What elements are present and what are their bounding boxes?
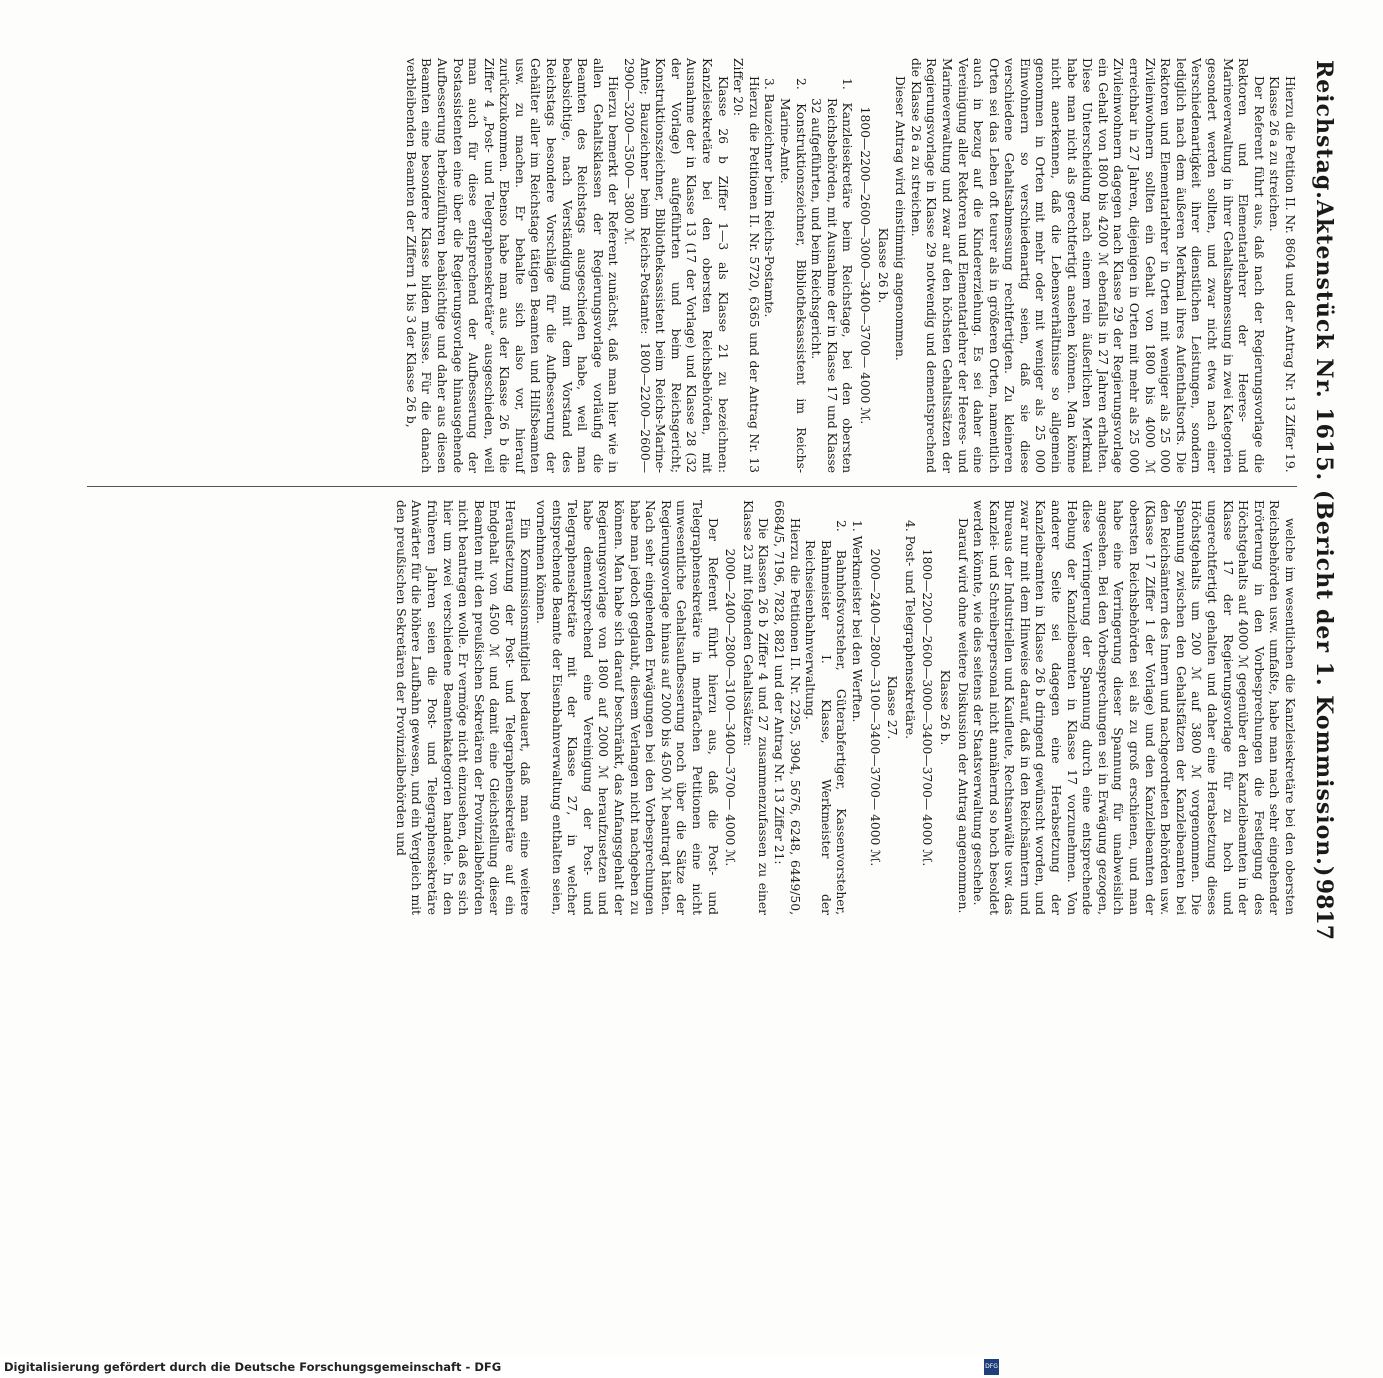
list-item: 1. Werkmeister bei den Werften. <box>849 520 864 723</box>
right-text-column <box>392 500 1297 915</box>
paragraph: Dieser Antrag wird einstimmig angenommen. <box>893 76 908 361</box>
dfg-logo-icon: DFG <box>984 1359 999 1375</box>
centered-line: Klasse 26 b. <box>875 227 890 304</box>
list-item: 1. Kanzleisekretäre beim Reichstage, bei den obersten Reichsbehörden, mit Ausnahme der in Klasse 17 und Klasse 32 aufgeführten, und beim Reichsgericht. <box>809 78 855 473</box>
paragraph: Hierzu die Petitionen II. Nr. 2295, 3904, 5676, 6248, 6449/50, 6684/5, 7196, 7828, 8821 und der Antrag Nr. 13 Ziffer 21: <box>772 500 802 915</box>
page-header <box>1303 60 1343 940</box>
list-item: 3. Bauzeichner beim Reichs-Postamte. <box>762 78 777 318</box>
paragraph: Der Referent führt hierzu aus, daß die Post- und Telegraphensekretäre in mehrfachen Petitionen eine nicht unwesentliche Gehaltsaufbesserung noch über die Sätze der Regierungsvorlage hinaus auf 2000 bis 4500 ℳ beantragt hätten. Nach sehr eingehenden Erwägungen bei den Vorbesprechungen habe man jedoch geglaubt, diesem Verlangen nicht nachgeben zu können. Man habe sich darauf beschränkt, das Anfangsgehalt der Regierungsvorlage von 1800 auf 2000 ℳ heraufzusetzen und habe dementsprechend eine Vereinigung der Post- und Telegraphensekretäre mit der Klasse 27, in welcher entsprechende Beamte der Eisenbahnverwaltung enthalten seien, vornehmen können. <box>534 500 720 915</box>
paragraph: Ein Kommissionsmitglied bedauert, daß man eine weitere Heraufsetzung der Post- und Telegraphensekretäre auf ein Endgehalt von 4500 ℳ und damit eine Gleichstellung dieser Beamten mit den preußischen Sekretären der Provinzialbehörden nicht beantragen wolle. Er vermöge nicht einzusehen, daß es sich hier um zwei verschiedene Beamtenkategorien handele. In den früheren Jahren seien die Post- und Telegraphensekretäre Anwärter für die höhere Laufbahn gewesen, und ein Vergleich mit den preußischen Sekretären der Provinzialbehörden und <box>393 500 533 915</box>
centered-line: 2000—2400—2800—3100—3400—3700— 4000 ℳ. <box>723 548 738 867</box>
list-item: 4. Post- und Telegraphensekretäre. <box>902 520 917 740</box>
footer-credit: Digitalisierung gefördert durch die Deutsche Forschungsgemeinschaft - DFG <box>4 1360 502 1374</box>
centered-line: Klasse 27. <box>885 675 900 740</box>
paragraph: Hierzu bemerkt der Referent zunächst, daß man hier wie in allen Gehaltsklassen der Regierungsvorlage vorläufig die Beamten des Reichstags ausgeschieden habe, weil man beabsichtige, nach Verständigung mit dem Vorstand des Reichstags besondere Vorschläge für die Aufbesserung der Gehälter aller im Reichstage tätigen Beamten und Hilfsbeamten usw. zu machen. Er behalte sich also vor, hierauf zurückzukommen. Ebenso habe man aus der Klasse 26 b die Ziffer 4 „Post- und Telegraphensekretäre“ ausgeschieden, weil man auch für diese entsprechend der Aufbesserung der Postassistenten eine über die Regierungsvorlage hinausgehende Aufbesserung herbeizuführen beabsichtige und daher aus diesen Beamten eine besondere Klasse bilden müsse. Für die danach verbleibenden Beamten der Ziffern 1 bis 3 der Klasse 26 b, <box>403 58 621 473</box>
paragraph: Klasse 26 b Ziffer 1—3 als Klasse 21 zu bezeichnen: Kanzleisekretäre bei den obersten Reichsbehörden, mit Ausnahme der in Klasse 13 (17 der Vorlage) und Klasse 28 (32 der Vorlage) aufgeführten und beim Reichsgericht; Konstruktionszeichner, Bibliotheksassistent beim Reichs-Marine-Amte; Bauzeichner beim Reichs-Postamte: 1800—2200—2600—2900—3200—3500— 3800 ℳ. <box>622 58 730 473</box>
centered-line: 2000—2400—2800—3100—3400—3700— 4000 ℳ. <box>867 548 882 867</box>
list-item: 2. Bahnhofsvorsteher, Güterabfertiger, Kassenvorsteher, Bahnmeister I. Klasse, Werkmeister der Reichseisenbahnverwaltung. <box>803 520 849 915</box>
centered-line: 1800—2200—2600—3000—3400—3700— 4000 ℳ. <box>920 548 935 867</box>
paragraph: Die Klassen 26 b Ziffer 4 und 27 zusammenzufassen zu einer Klasse 23 mit folgenden Gehaltssätzen: <box>740 500 771 915</box>
paragraph: Hierzu die Petitionen II. Nr. 5720, 6365 und der Antrag Nr. 13 Ziffer 20: <box>731 58 761 473</box>
digitization-footer <box>0 1356 1000 1378</box>
paragraph: Hierzu die Petition II. Nr. 8604 und der Antrag Nr. 13 Ziffer 19. <box>1283 76 1297 473</box>
centered-line: 1800—2200—2600—3000—3400—3700— 4000 ℳ. <box>857 106 872 425</box>
paragraph: Der Referent führt aus, daß nach der Regierungsvorlage die Rektoren und Elementarlehrer der Heeres- und Marineverwaltung in ihrer Gehaltsabmessung in zwei Kategorien gesondert werden sollten, und zwar nicht etwa nach einer Verschiedenartigkeit ihrer dienstlichen Leistungen, sondern lediglich nach dem äußeren Merkmal ihres Aufenthaltsorts. Die Rektoren und Elementarlehrer in Orten mit weniger als 25 000 Zivileinwohnern sollten ein Gehalt von 1800 bis 4000 ℳ erreichbar in 27 Jahren, diejenigen in Orten mit mehr als 25 000 Zivileinwohnern dagegen nach Klasse 29 der Regierungsvorlage ein Gehalt von 1800 bis 4200 ℳ ebenfalls in 27 Jahren erhalten. Diese Unterscheidung nach einem rein äußerlichen Merkmal habe man nicht als gerechtfertigt ansehen können. Man könne nicht anerkennen, daß die Lebensverhältnisse so allgemein genommen in Orten mit mehr oder mit weniger als 25 000 Einwohnern so verschiedenartig seien, daß sie diese verschiedene Gehaltsabmessung rechtfertigten. Zu kleineren Orten sei das Leben oft teurer als in größeren Orten, namentlich auch in bezug auf die Kindererziehung. Es sei daher eine Vereinigung aller Rektoren und Elementarlehrer der Heeres- und Marineverwaltung und zwar auf den höchsten Gehaltssätzen der Regierungsvorlage in Klasse 29 notwendig und dementsprechend die Klasse 26 a zu streichen. <box>908 58 1266 473</box>
page-number: 9817 <box>1311 878 1337 940</box>
paragraph: Klasse 26 a zu streichen. <box>1267 76 1282 232</box>
paragraph: Darauf wird ohne weitere Diskussion der Antrag angenommen. <box>955 518 970 914</box>
centered-line: Klasse 26 b. <box>937 669 952 746</box>
header-title: Reichstag. <box>1311 60 1337 200</box>
paragraph: welche im wesentlichen die Kanzleisekretäre bei den obersten Reichsbehörden usw. umfaßte, habe man nach sehr eingehender Erörterung in den Vorbesprechungen die Festlegung des Höchstgehalts auf 4000 ℳ gegenüber den Kanzleibeamten in der Klasse 17 der Regierungsvorlage für zu hoch und ungerechtfertigt gehalten und daher eine Herabsetzung dieses Höchstgehalts um 200 ℳ auf 3800 ℳ vorgenommen. Die Spannung zwischen den Gehaltsfätzen der Kanzleibeamten bei den Reichsämtern des Innern und nachgeordneten Behörden usw. (Klasse 17 Ziffer 1 der Vorlage) und den Kanzleibeamten der obersten Reichsbehörden sei als zu groß erschienen, und man habe eine Verringerung dieser Spannung für unabweislich angesehen. Bei den Vorbesprechungen sei in Erwägung gezogen, diese Verringerung der Spannung durch eine entsprechende Hebung der Kanzleibeamten in Klasse 17 vorzunehmen. Von anderer Seite sei dagegen eine Herabsetzung der Kanzleibeamten in Klasse 26 b dringend gewünscht worden, und zwar nur mit dem Hinweise darauf, daß in den Reichsämtern und Bureaus der Industriellen und Kaufleute, Rechtsanwälte usw. das Kanzlei- und Schreiberpersonal nicht annähernd so hoch besoldet werden könnte, wie dies seitens der Staatsverwaltung geschehe. <box>971 500 1297 915</box>
column-divider <box>87 486 1297 487</box>
left-text-column <box>402 58 1297 473</box>
header-document-info: Aktenstück Nr. 1615. (Bericht der 1. Kommission.) <box>1311 200 1337 878</box>
list-item: 2. Konstruktionszeichner, Bibliotheksassistent im Reichs-Marine-Amte. <box>778 78 808 473</box>
